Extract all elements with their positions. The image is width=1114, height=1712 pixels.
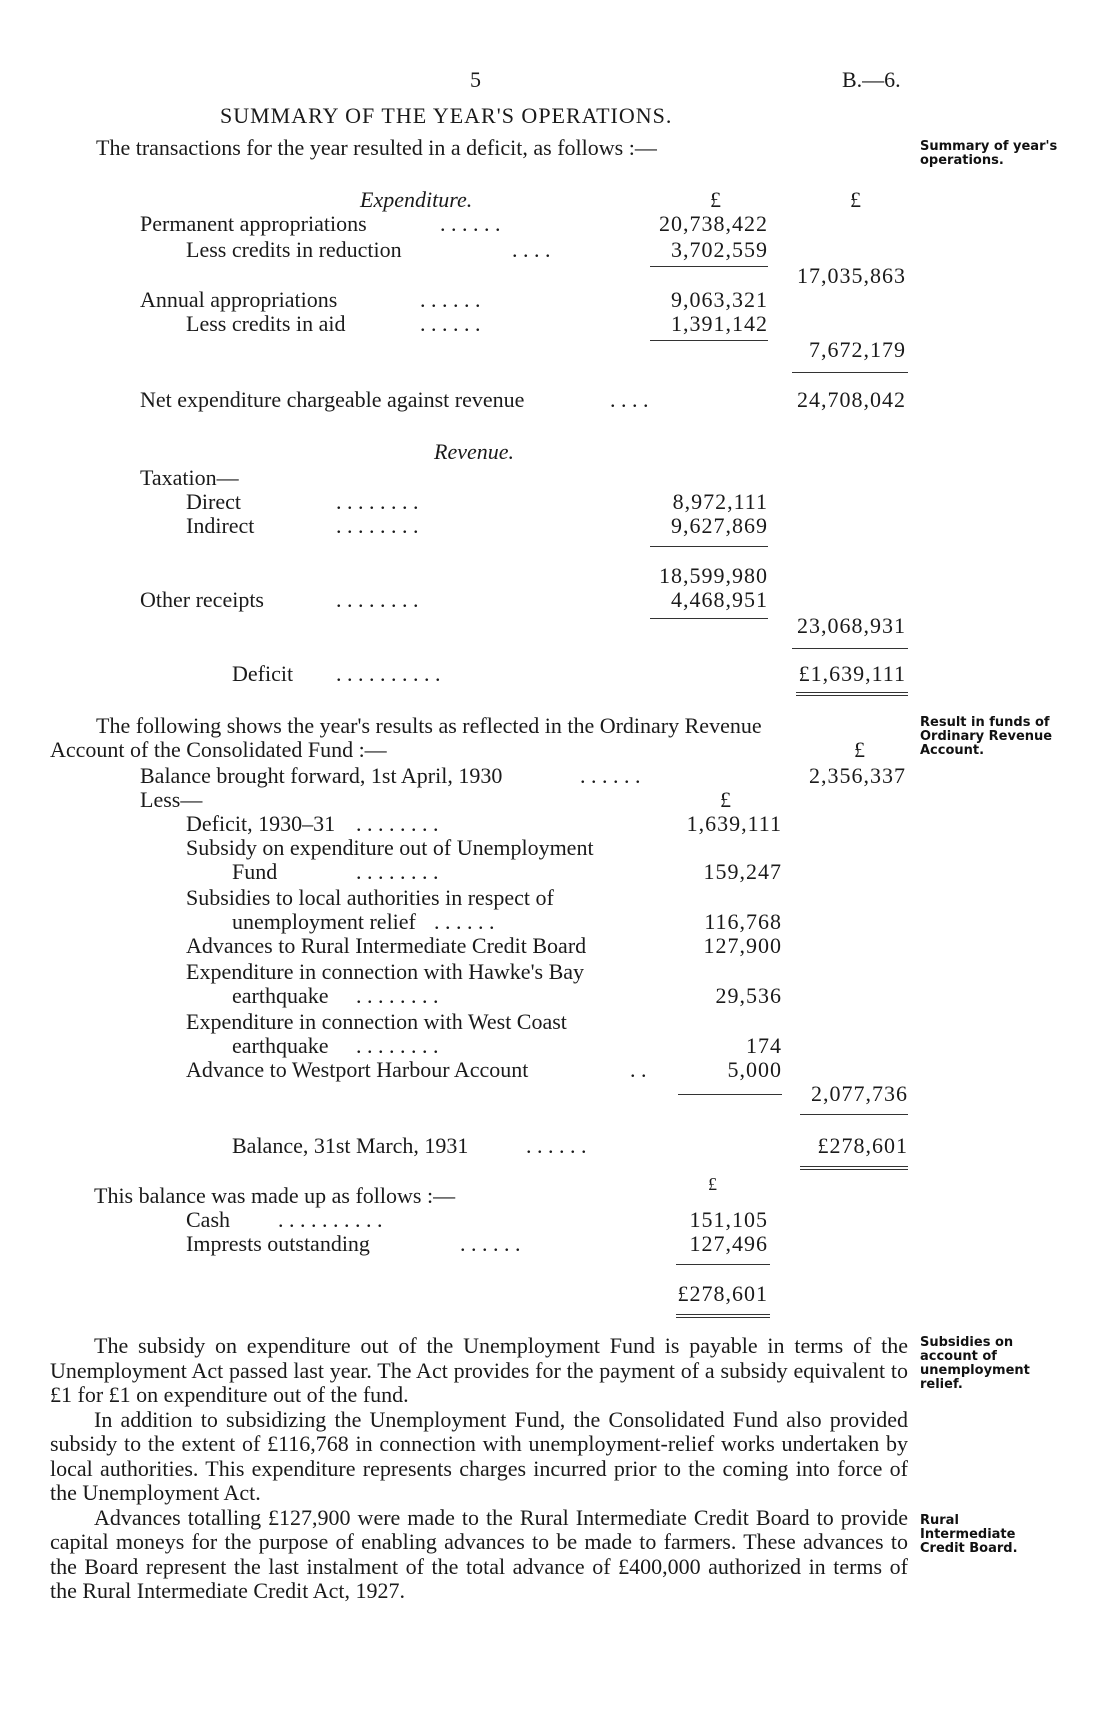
amount: 1,391,142 — [671, 311, 768, 336]
row-label: Less credits in aid — [186, 311, 346, 336]
ordinary-intro-line: The following shows the year's results as reflected in the Ordinary Revenue — [96, 713, 762, 738]
currency-symbol: £ — [720, 787, 731, 812]
leader-dots: . . . . . . — [580, 763, 641, 788]
double-rule — [796, 692, 908, 696]
leader-dots: . . . . . . — [420, 311, 481, 336]
revenue-total: 23,068,931 — [797, 613, 906, 638]
closing-balance-label: Balance, 31st March, 1931 — [232, 1133, 469, 1158]
westport-value: 5,000 — [727, 1057, 782, 1082]
document-reference: B.—6. — [842, 67, 901, 92]
indirect-label: Indirect — [186, 513, 255, 538]
imprests-label: Imprests outstanding — [186, 1231, 370, 1256]
hawkes-bay-label: earthquake — [232, 983, 329, 1008]
leader-dots: . . . . . . . . — [356, 1033, 439, 1058]
currency-symbol: £ — [708, 1174, 717, 1194]
subsidy-fund-label: Subsidy on expenditure out of Unemployment — [186, 835, 594, 860]
margin-note-summary: Summary of year's operations. — [920, 139, 1058, 168]
subsidies-local-label: Subsidies to local authorities in respect of — [186, 885, 554, 910]
taxation-total: 18,599,980 — [659, 563, 768, 588]
amount: 7,672,179 — [809, 337, 906, 362]
west-coast-value: 174 — [746, 1033, 782, 1058]
leader-dots: . . . . . . — [434, 909, 495, 934]
hawkes-bay-label: Expenditure in connection with Hawke's Bay — [186, 959, 585, 984]
double-rule — [676, 1314, 770, 1318]
west-coast-label: earthquake — [232, 1033, 329, 1058]
subsidies-local-value: 116,768 — [704, 909, 782, 934]
net-expenditure-label: Net expenditure chargeable against revenue — [140, 387, 525, 412]
total-rule — [800, 1114, 908, 1115]
leader-dots: . . . . . . . . . . — [278, 1207, 383, 1232]
deficit-1930-value: 1,639,111 — [686, 811, 782, 836]
leader-dots: . . . . . . . . — [336, 489, 419, 514]
subtotal-rule — [676, 1264, 770, 1265]
leader-dots: . . . . . . . . . . — [336, 661, 441, 686]
amount: 20,738,422 — [659, 211, 768, 236]
margin-note-subsidies: Subsidies on account of unemployment relief. — [920, 1335, 1030, 1392]
row-label: Less credits in reduction — [186, 237, 402, 262]
westport-label: Advance to Westport Harbour Account — [186, 1057, 529, 1082]
subsidy-fund-value: 159,247 — [703, 859, 782, 884]
amount: 9,063,321 — [671, 287, 768, 312]
deficit-label: Deficit — [232, 661, 294, 686]
subsidy-fund-label: Fund — [232, 859, 278, 884]
made-up-total: £278,601 — [677, 1281, 768, 1306]
ordinary-intro-line: Account of the Consolidated Fund :— — [50, 737, 387, 762]
taxation-label: Taxation— — [140, 465, 239, 490]
leader-dots: . . — [630, 1057, 647, 1082]
leader-dots: . . . . . . . . — [336, 513, 419, 538]
leader-dots: . . . . . . . . — [356, 811, 439, 836]
leader-dots: . . . . . . . . — [356, 983, 439, 1008]
total-rule — [792, 648, 908, 649]
direct-label: Direct — [186, 489, 241, 514]
leader-dots: . . . . . . — [526, 1133, 587, 1158]
double-rule — [800, 1166, 908, 1170]
closing-balance-value: £278,601 — [817, 1133, 908, 1158]
balance-forward-value: 2,356,337 — [809, 763, 906, 788]
imprests-value: 127,496 — [689, 1231, 768, 1256]
leader-dots: . . . . . . — [420, 287, 481, 312]
advances-rural-label: Advances to Rural Intermediate Credit Board — [186, 933, 587, 958]
less-label: Less— — [140, 787, 203, 812]
margin-note-result: Result in funds of Ordinary Revenue Account. — [920, 715, 1053, 758]
cash-label: Cash — [186, 1207, 230, 1232]
made-up-intro: This balance was made up as follows :— — [94, 1183, 456, 1208]
direct-value: 8,972,111 — [672, 489, 768, 514]
leader-dots: . . . . . . — [440, 211, 501, 236]
leader-dots: . . . . . . . . — [356, 859, 439, 884]
leader-dots: . . . . . . — [460, 1231, 521, 1256]
subtotal-rule — [650, 340, 768, 341]
margin-note-rural: Rural Intermediate Credit Board. — [920, 1513, 1018, 1556]
deficit-value: £1,639,111 — [798, 661, 906, 686]
amount: 17,035,863 — [797, 263, 906, 288]
net-expenditure-value: 24,708,042 — [797, 387, 906, 412]
other-receipts-value: 4,468,951 — [671, 587, 768, 612]
intro-text: The transactions for the year resulted in a deficit, as follows :— — [96, 135, 657, 160]
indirect-value: 9,627,869 — [671, 513, 768, 538]
subtotal-rule — [650, 266, 768, 267]
revenue-heading: Revenue. — [434, 439, 514, 464]
other-receipts-label: Other receipts — [140, 587, 264, 612]
currency-symbol: £ — [710, 187, 721, 212]
paragraph: Advances totalling £127,900 were made to the Rural Intermediate Credit Board to provide capital moneys for the purpose of enabling advances to be made to farmers. These advances to the Board represent the last instalment of the total advance of £400,000 authorized in terms of the Rural Intermediate Credit Act, 1927. — [50, 1504, 908, 1603]
deficit-1930-label: Deficit, 1930–31 — [186, 811, 336, 836]
less-total: 2,077,736 — [811, 1081, 908, 1106]
cash-value: 151,105 — [689, 1207, 768, 1232]
subtotal-rule — [678, 1094, 782, 1095]
currency-symbol: £ — [850, 187, 861, 212]
balance-forward-label: Balance brought forward, 1st April, 1930 — [140, 763, 503, 788]
subsidies-local-label: unemployment relief — [232, 909, 416, 934]
subtotal-rule — [650, 618, 768, 619]
amount: 3,702,559 — [671, 237, 768, 262]
subtotal-rule — [650, 546, 768, 547]
leader-dots: . . . . — [610, 387, 649, 412]
paragraph: In addition to subsidizing the Unemployment Fund, the Consolidated Fund also provided subsidy to the extent of £116,768 in connection with unemployment-relief works undertaken by local authorities. This expenditure represents charges incurred prior to the coming into force of the Unemployment Act. — [50, 1406, 908, 1505]
page-number: 5 — [470, 67, 481, 92]
hawkes-bay-value: 29,536 — [715, 983, 782, 1008]
expenditure-heading: Expenditure. — [360, 187, 473, 212]
body-text — [50, 1334, 908, 1604]
leader-dots: . . . . — [512, 237, 551, 262]
row-label: Permanent appropriations — [140, 211, 367, 236]
paragraph: The subsidy on expenditure out of the Unemployment Fund is payable in terms of the Unemployment Act passed last year. The Act provides for the payment of a subsidy equivalent to £1 for £1 on expenditure out of the fund. — [50, 1333, 908, 1407]
leader-dots: . . . . . . . . — [336, 587, 419, 612]
page-title: SUMMARY OF THE YEAR'S OPERATIONS. — [220, 103, 673, 128]
total-rule — [792, 372, 908, 373]
west-coast-label: Expenditure in connection with West Coast — [186, 1009, 567, 1034]
row-label: Annual appropriations — [140, 287, 338, 312]
advances-rural-value: 127,900 — [703, 933, 782, 958]
currency-symbol: £ — [854, 737, 865, 762]
